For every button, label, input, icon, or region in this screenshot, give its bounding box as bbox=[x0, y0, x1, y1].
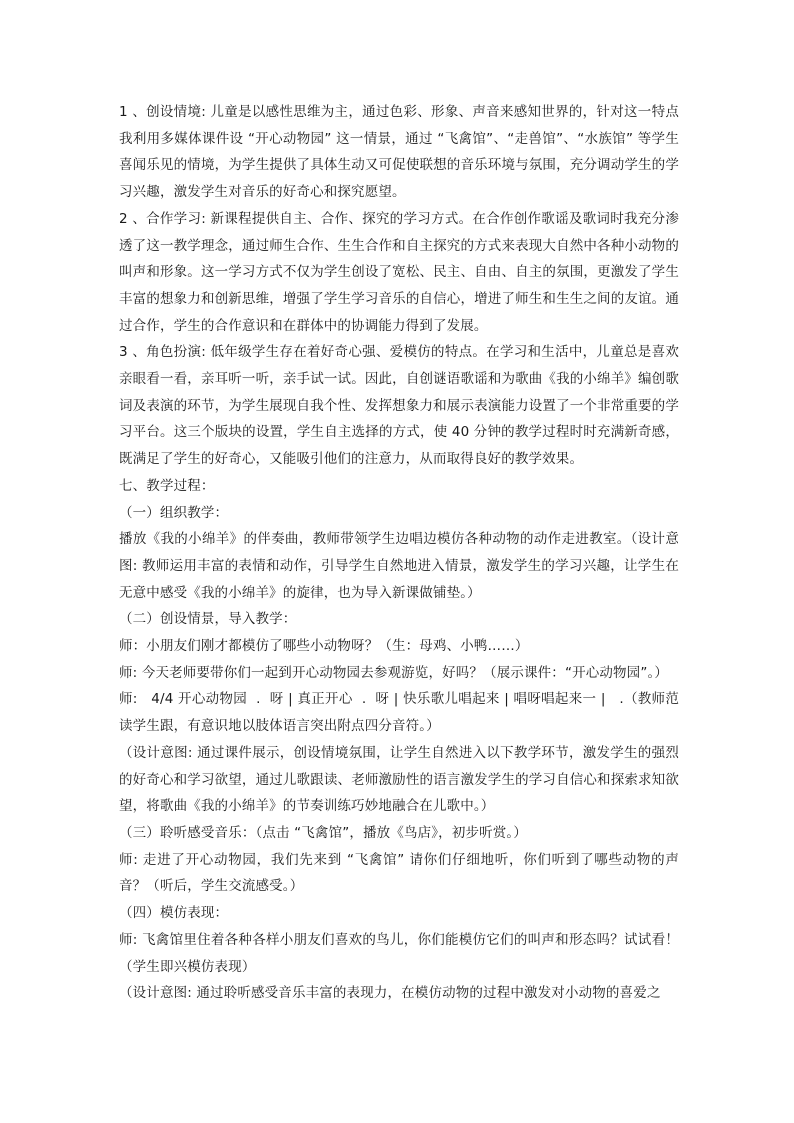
paragraph-role-play-1: 1 、创设情境: 儿童是以感性思维为主，通过色彩、形象、声音来感知世界的，针对这一特点我利用多媒体课件设 “开心动物园” 这一情景，通过 “飞禽馆”、“走兽馆”、“水族馆” 等学生喜闻乐见的情境，为学生提供了具体生动又可促使联想的音乐环境与氛围，充分调动学生的学习兴趣，激发学生对音乐的好奇心和探究愿望。 bbox=[119, 104, 679, 201]
paragraph-bird-hall: 师: 走进了开心动物园，我们先来到 “飞禽馆” 请你们仔细地听，你们听到了哪些动物的声音？（听后，学生交流感受。） bbox=[119, 851, 679, 895]
paragraph-role-play: 3 、角色扮演: 低年级学生存在着好奇心强、爱模仿的特点。在学习和生活中，儿童总是喜欢亲眼看一看，亲耳听一听，亲手试一试。因此，自创谜语歌谣和为歌曲《我的小绵羊》编创歌词及表演的环节，为学生展现自我个性、发挥想象力和展示表演能力设置了一个非常重要的学习平台。这三个版块的设置，学生自主选择的方式，使 40 分钟的教学过程时时充满新奇感，既满足了学生的好奇心，又能吸引他们的注意力，从而取得良好的教学效果。 bbox=[119, 344, 679, 468]
paragraph-teacher-invitation: 师: 今天老师要带你们一起到开心动物园去参观游览，好吗？（展示课件：“开心动物园”。） bbox=[119, 664, 669, 681]
subheading-create-scene: （二）创设情景，导入教学： bbox=[119, 611, 297, 628]
paragraph-imitate-birds: 师: 飞禽馆里住着各种各样小朋友们喜欢的鸟儿，你们能模仿它们的叫声和形态吗？试试看！（学生即兴模仿表现） bbox=[119, 931, 679, 975]
paragraph-teacher-question: 师：小朋友们刚才都模仿了哪些小动物呀？（生：母鸡、小鸭……） bbox=[119, 638, 529, 655]
document-body bbox=[119, 99, 679, 1007]
paragraph-organize-teaching: 播放《我的小绵羊》的伴奏曲，教师带领学生边唱边模仿各种动物的动作走进教室。（设计意图: 教师运用丰富的表情和动作，引导学生自然地进入情景，激发学生的学习兴趣，让学生在无意中感受《我的小绵羊》的旋律，也为导入新课做铺垫。） bbox=[119, 531, 679, 601]
subheading-imitate: （四）模仿表现： bbox=[119, 905, 229, 922]
paragraph-cooperative-learning: 2 、合作学习: 新课程提供自主、合作、探究的学习方式。在合作创作歌谣及歌词时我充分渗透了这一教学理念，通过师生合作、生生合作和自主探究的方式来表现大自然中各种小动物的叫声和形象。这一学习方式不仅为学生创设了宽松、民主、自由、自主的氛围，更激发了学生丰富的想象力和创新思维，增强了学生学习音乐的自信心，增进了师生和生生之间的友谊。通过合作，学生的合作意识和在群体中的协调能力得到了发展。 bbox=[119, 210, 679, 334]
subheading-listen-music: （三）聆听感受音乐：（点击 “飞禽馆”，播放《鸟店》，初步听赏。） bbox=[119, 824, 527, 841]
paragraph-design-intent: （设计意图: 通过课件展示，创设情境氛围，让学生自然进入以下教学环节，激发学生的强烈的好奇心和学习欲望，通过儿歌跟读、老师激励性的语言激发学生的学习自信心和探索求知欲望，将歌曲《我的小绵羊》的节奏训练巧妙地融合在儿歌中。） bbox=[119, 744, 679, 815]
paragraph-rhythm-chant: 师: 4/4 开心动物园 . 呀 | 真正开心 . 呀 | 快乐歌儿唱起来 | 唱呀唱起来一 | .（教师范读学生跟，有意识地以肢体语言突出附点四分音符。） bbox=[119, 691, 679, 735]
subheading-organize-teaching: （一）组织教学： bbox=[119, 504, 229, 521]
paragraph-design-intent-2: （设计意图: 通过聆听感受音乐丰富的表现力，在模仿动物的过程中激发对小动物的喜爱之 bbox=[119, 985, 661, 1002]
section-heading-teaching-process: 七、教学过程： bbox=[119, 477, 215, 494]
